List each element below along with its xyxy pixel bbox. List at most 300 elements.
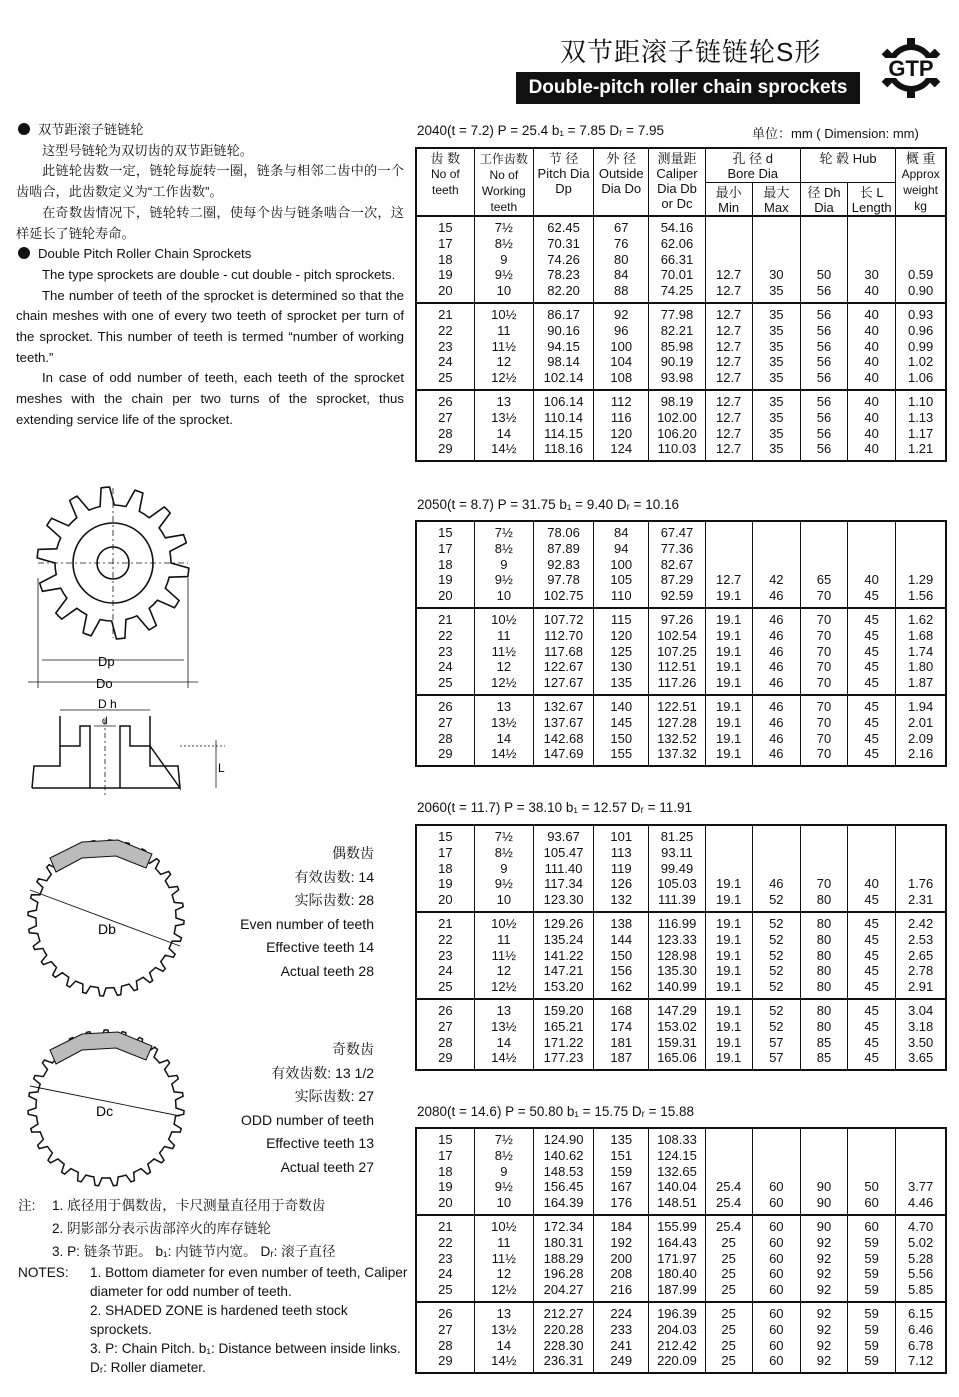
cell-value: 56 bbox=[816, 283, 832, 299]
cell-value: 22 bbox=[438, 931, 453, 947]
cell-value: 102.14 bbox=[543, 370, 584, 386]
cell-value: 0.90 bbox=[907, 283, 934, 299]
cell-value: 12 bbox=[496, 963, 512, 979]
cell-value: 142.68 bbox=[543, 730, 584, 746]
cell-value: 80 bbox=[816, 1002, 832, 1018]
cell-value: 12.7 bbox=[715, 322, 742, 338]
table-cell bbox=[896, 999, 946, 1070]
cell-value: 1.29 bbox=[907, 572, 934, 588]
cell-value: 6.78 bbox=[907, 1337, 934, 1353]
cell-value: 122.67 bbox=[543, 659, 584, 675]
cell-value: 74.26 bbox=[547, 251, 580, 267]
cell-value: 28 bbox=[438, 425, 453, 441]
cell-value: 50 bbox=[816, 267, 832, 283]
cell-value: 23 bbox=[438, 947, 453, 963]
cell-value bbox=[803, 220, 845, 236]
cell-value: 93.11 bbox=[661, 844, 693, 860]
cell-value: 2.09 bbox=[907, 730, 934, 746]
cell-value: 9½ bbox=[494, 267, 513, 283]
cell-value: 35 bbox=[769, 306, 784, 322]
table-cell bbox=[416, 303, 474, 390]
cell-value: 45 bbox=[864, 659, 879, 675]
table-cell bbox=[533, 521, 593, 608]
table-cell bbox=[649, 1302, 705, 1373]
cell-value: 29 bbox=[438, 746, 453, 762]
cell-value bbox=[803, 1164, 845, 1180]
cell-value: 59 bbox=[864, 1250, 879, 1266]
cell-value: 46 bbox=[769, 746, 784, 762]
cell-value: 80 bbox=[816, 931, 832, 947]
odd-en-effective: Effective teeth 13 bbox=[266, 1135, 374, 1151]
even-en-title: Even number of teeth bbox=[240, 915, 374, 932]
cell-value: 74.25 bbox=[660, 283, 694, 299]
cell-value: 12.7 bbox=[715, 338, 742, 354]
cell-value: 70 bbox=[816, 714, 832, 730]
cell-value: 153.02 bbox=[657, 1018, 697, 1034]
cell-value: 11 bbox=[497, 1234, 511, 1250]
cell-value: 132.65 bbox=[657, 1163, 697, 1179]
table-cell bbox=[533, 390, 593, 461]
cell-value: 52 bbox=[769, 979, 784, 995]
cell-value bbox=[898, 541, 943, 557]
cell-value: 18 bbox=[438, 860, 453, 876]
cell-value: 10½ bbox=[491, 611, 517, 627]
table-cell bbox=[533, 303, 593, 390]
table-cell bbox=[474, 1302, 533, 1373]
cell-value: 116 bbox=[610, 409, 632, 425]
table-cell bbox=[848, 216, 896, 303]
cell-value: 19 bbox=[438, 876, 453, 892]
cell-value: 110.14 bbox=[544, 409, 583, 425]
table-cell bbox=[416, 1215, 474, 1302]
table-row-group bbox=[416, 1215, 946, 1302]
cell-value: 180.31 bbox=[543, 1234, 584, 1250]
cell-value: 56 bbox=[816, 322, 832, 338]
cell-value: 177.23 bbox=[543, 1050, 584, 1066]
cell-value: 45 bbox=[864, 730, 879, 746]
col-bore: 孔 径 d Bore Dia bbox=[705, 148, 800, 182]
intro-cn-p1: 这型号链轮为双切齿的双节距链轮。 bbox=[42, 142, 253, 158]
table-cell bbox=[474, 390, 533, 461]
table-cell bbox=[705, 1128, 752, 1215]
cell-value: 25 bbox=[438, 979, 453, 995]
cell-value: 12.7 bbox=[715, 267, 742, 283]
cell-value: 141.22 bbox=[543, 947, 584, 963]
table-row-group bbox=[416, 1128, 946, 1215]
table-cell bbox=[848, 912, 896, 999]
cell-value: 140 bbox=[610, 698, 633, 714]
cell-value: 94.15 bbox=[547, 338, 580, 354]
cell-value: 92 bbox=[816, 1266, 832, 1282]
cell-value: 40 bbox=[864, 393, 879, 409]
cell-value: 92 bbox=[816, 1321, 832, 1337]
do-label: Do bbox=[96, 676, 113, 691]
table-cell bbox=[594, 1215, 649, 1302]
cell-value: 25 bbox=[721, 1305, 736, 1321]
cell-value: 35 bbox=[769, 338, 784, 354]
even-en-effective: Effective teeth 14 bbox=[266, 939, 374, 955]
cell-value: 23 bbox=[438, 338, 453, 354]
cell-value: 144 bbox=[610, 931, 633, 947]
cell-value: 156 bbox=[610, 963, 633, 979]
table-cell bbox=[416, 825, 474, 912]
cell-value: 184 bbox=[610, 1218, 633, 1234]
cell-value: 0.96 bbox=[907, 322, 934, 338]
note-cn-2: 2. 阴影部分表示齿部淬火的库存链轮 bbox=[52, 1221, 272, 1236]
cell-value: 5.56 bbox=[907, 1266, 934, 1282]
cell-value: 56 bbox=[816, 370, 832, 386]
table-cell bbox=[533, 216, 593, 303]
cell-value: 13½ bbox=[491, 1018, 517, 1034]
cell-value: 14 bbox=[496, 1034, 512, 1050]
cell-value: 45 bbox=[864, 1018, 879, 1034]
table-cell bbox=[896, 1128, 946, 1215]
cell-value: 35 bbox=[769, 370, 784, 386]
cell-value: 10½ bbox=[491, 915, 517, 931]
cell-value: 2.31 bbox=[907, 892, 934, 908]
cell-value bbox=[755, 541, 798, 557]
cell-value bbox=[898, 1148, 943, 1164]
cell-value bbox=[898, 252, 943, 268]
cell-value: 67.47 bbox=[660, 525, 694, 540]
cell-value: 132.52 bbox=[657, 730, 697, 746]
table-cell bbox=[649, 1215, 705, 1302]
cell-value bbox=[708, 236, 750, 252]
cell-value: 106.20 bbox=[657, 425, 697, 441]
col-teeth: 齿 数 No of teeth bbox=[416, 148, 474, 216]
cell-value: 25 bbox=[721, 1353, 736, 1369]
cell-value: 40 bbox=[864, 306, 879, 322]
cell-value: 100 bbox=[610, 556, 633, 572]
cell-value: 106.14 bbox=[543, 393, 584, 409]
cell-value: 46 bbox=[769, 730, 784, 746]
cell-value: 92 bbox=[816, 1234, 832, 1250]
cell-value: 12.7 bbox=[715, 393, 742, 409]
table-cell bbox=[896, 1302, 946, 1373]
table-cell bbox=[752, 912, 800, 999]
cell-value: 19.1 bbox=[715, 588, 742, 604]
table-cell bbox=[533, 825, 593, 912]
table-cell bbox=[752, 390, 800, 461]
cell-value: 12.7 bbox=[715, 354, 742, 370]
col-bore-min: 最小 Min bbox=[705, 182, 752, 216]
table-cell bbox=[705, 1302, 752, 1373]
cell-value: 116.99 bbox=[657, 915, 697, 931]
cell-value: 92.83 bbox=[547, 556, 580, 572]
cell-value: 204.27 bbox=[543, 1282, 584, 1298]
cell-value: 2.91 bbox=[907, 979, 934, 995]
cell-value: 40 bbox=[864, 283, 879, 299]
table-cell bbox=[800, 999, 847, 1070]
cell-value bbox=[708, 557, 750, 573]
cell-value: 70 bbox=[816, 643, 832, 659]
table-cell bbox=[474, 1215, 533, 1302]
cell-value: 60 bbox=[769, 1195, 784, 1211]
cell-value: 40 bbox=[864, 354, 879, 370]
cell-value: 7.12 bbox=[907, 1353, 934, 1369]
l-label: L bbox=[218, 761, 225, 775]
cell-value: 135 bbox=[610, 675, 633, 691]
col-hub-dia: 径 Dh Dia bbox=[800, 182, 847, 216]
notes-block bbox=[18, 1196, 408, 1377]
cell-value: 60 bbox=[769, 1321, 784, 1337]
table-cell bbox=[705, 1215, 752, 1302]
cell-value: 14 bbox=[496, 1337, 512, 1353]
cell-value bbox=[803, 1132, 845, 1148]
cell-value: 26 bbox=[438, 393, 453, 409]
cell-value: 126 bbox=[610, 876, 633, 892]
cell-value: 2.42 bbox=[907, 915, 934, 931]
table-cell bbox=[474, 1128, 533, 1215]
col-pitch: 节 径 Pitch Dia Dp bbox=[533, 148, 593, 216]
cell-value: 85 bbox=[816, 1034, 832, 1050]
cell-value: 13 bbox=[496, 698, 512, 714]
cell-value: 52 bbox=[769, 915, 784, 931]
table-row-group bbox=[416, 303, 946, 390]
section-title-2050: 2050(t = 8.7) P = 31.75 b₁ = 9.40 Dᵣ = 10.16 bbox=[417, 497, 679, 512]
cell-value bbox=[755, 1164, 798, 1180]
table-cell bbox=[416, 390, 474, 461]
cell-value: 28 bbox=[438, 730, 453, 746]
col-working: 工作齿数 No of Working teeth bbox=[474, 148, 533, 216]
cell-value: 56 bbox=[816, 425, 832, 441]
cell-value: 21 bbox=[438, 915, 453, 931]
cell-value: 1.62 bbox=[907, 611, 934, 627]
cell-value: 70 bbox=[816, 698, 832, 714]
cell-value: 40 bbox=[864, 322, 879, 338]
cell-value bbox=[755, 861, 798, 877]
cell-value: 45 bbox=[864, 746, 879, 762]
cell-value: 137.67 bbox=[543, 714, 584, 730]
cell-value: 80 bbox=[816, 892, 832, 908]
cell-value: 19 bbox=[438, 572, 453, 588]
cell-value: 92 bbox=[816, 1250, 832, 1266]
table-cell bbox=[800, 216, 847, 303]
cell-value bbox=[850, 557, 893, 573]
cell-value: 137.32 bbox=[657, 746, 697, 762]
cell-value: 5.28 bbox=[907, 1250, 934, 1266]
cell-value: 14½ bbox=[491, 1050, 517, 1066]
cell-value: 25 bbox=[721, 1337, 736, 1353]
table-cell bbox=[848, 521, 896, 608]
cell-value: 107.72 bbox=[543, 611, 584, 627]
cell-value bbox=[708, 845, 750, 861]
cell-value: 60 bbox=[769, 1353, 784, 1369]
cell-value: 10 bbox=[496, 588, 512, 604]
cell-value: 22 bbox=[438, 627, 453, 643]
cell-value: 11 bbox=[497, 931, 511, 947]
section-title-2040: 2040(t = 7.2) P = 25.4 b₁ = 7.85 Dᵣ = 7.95 bbox=[417, 123, 664, 138]
table-cell bbox=[752, 1128, 800, 1215]
cell-value: 12.7 bbox=[715, 425, 742, 441]
cell-value: 12.7 bbox=[715, 441, 742, 457]
cell-value: 3.50 bbox=[907, 1034, 934, 1050]
cell-value: 228.30 bbox=[543, 1337, 584, 1353]
table-cell bbox=[416, 608, 474, 695]
cell-value: 90.19 bbox=[660, 354, 694, 370]
cell-value: 40 bbox=[864, 572, 879, 588]
cell-value: 45 bbox=[864, 915, 879, 931]
table-cell bbox=[896, 303, 946, 390]
cell-value: 110 bbox=[610, 588, 632, 604]
table-cell bbox=[533, 1128, 593, 1215]
cell-value: 96 bbox=[614, 322, 629, 338]
table-cell bbox=[896, 608, 946, 695]
cell-value: 5.85 bbox=[907, 1282, 934, 1298]
spec-table-2040 bbox=[415, 147, 947, 462]
cell-value: 19.1 bbox=[715, 746, 742, 762]
cell-value: 45 bbox=[864, 675, 879, 691]
table-cell bbox=[896, 825, 946, 912]
table-row-group bbox=[416, 390, 946, 461]
cell-value: 45 bbox=[864, 1034, 879, 1050]
cell-value: 45 bbox=[864, 931, 879, 947]
table-cell bbox=[594, 390, 649, 461]
cell-value: 24 bbox=[438, 1266, 453, 1282]
cell-value: 98.19 bbox=[660, 393, 694, 409]
cell-value: 98.14 bbox=[547, 354, 580, 370]
cell-value: 3.04 bbox=[907, 1002, 934, 1018]
cell-value: 10½ bbox=[491, 1218, 517, 1234]
cell-value: 80 bbox=[614, 251, 629, 267]
cell-value: 45 bbox=[864, 588, 879, 604]
cell-value bbox=[850, 1148, 893, 1164]
table-cell bbox=[594, 608, 649, 695]
cell-value: 216 bbox=[610, 1282, 633, 1298]
col-weight: 概 重 Approx weight kg bbox=[896, 148, 946, 216]
cell-value: 156.45 bbox=[543, 1179, 584, 1195]
cell-value: 132 bbox=[610, 892, 633, 908]
cell-value: 105.47 bbox=[543, 844, 584, 860]
table-row-group bbox=[416, 695, 946, 766]
cell-value: 3.65 bbox=[907, 1050, 934, 1066]
cell-value: 1.06 bbox=[907, 370, 934, 386]
cell-value: 12½ bbox=[491, 979, 517, 995]
cell-value: 40 bbox=[864, 338, 879, 354]
cell-value: 4.70 bbox=[907, 1218, 934, 1234]
cell-value bbox=[898, 1132, 943, 1148]
cell-value: 45 bbox=[864, 627, 879, 643]
cell-value: 17 bbox=[438, 1147, 453, 1163]
cell-value: 90 bbox=[816, 1195, 832, 1211]
cell-value: 19.1 bbox=[715, 627, 742, 643]
intro-cn-p2: 此链轮齿数一定，链轮每旋转一圈，链条与相邻二齿中的一个齿啮合，此齿数定义为“工作齿数”。 bbox=[16, 163, 404, 200]
cell-value: 14 bbox=[496, 730, 512, 746]
cell-value: 24 bbox=[438, 659, 453, 675]
cell-value: 127.28 bbox=[657, 714, 697, 730]
cell-value: 18 bbox=[438, 556, 453, 572]
cell-value: 86.17 bbox=[547, 306, 580, 322]
cell-value: 2.53 bbox=[907, 931, 934, 947]
table-cell bbox=[705, 216, 752, 303]
cell-value: 164.43 bbox=[657, 1234, 697, 1250]
table-cell bbox=[752, 608, 800, 695]
cell-value: 60 bbox=[769, 1305, 784, 1321]
cell-value: 155 bbox=[610, 746, 633, 762]
cell-value: 80 bbox=[816, 947, 832, 963]
intro-cn-p3: 在奇数齿情况下，链轮转二圈，使每个齿与链条啮合一次，这样延长了链轮寿命。 bbox=[16, 204, 404, 241]
cell-value: 26 bbox=[438, 1305, 453, 1321]
table-cell bbox=[474, 695, 533, 766]
cell-value: 10 bbox=[496, 283, 512, 299]
cell-value: 101 bbox=[610, 829, 633, 844]
table-cell bbox=[848, 695, 896, 766]
cell-value: 9 bbox=[500, 251, 508, 267]
table-row-group bbox=[416, 608, 946, 695]
intro-en-p1: The type sprockets are double - cut double - pitch sprockets. bbox=[42, 266, 396, 282]
intro-en-p3: In case of odd number of teeth, each teeth of the sprocket meshes with the chain per two turns of the sprocket, thus extending service life of the sprocket. bbox=[16, 370, 404, 427]
cell-value: 187.99 bbox=[657, 1282, 697, 1298]
cell-value: 135.30 bbox=[657, 963, 697, 979]
cell-value: 13 bbox=[496, 1305, 512, 1321]
cell-value bbox=[755, 220, 798, 236]
intro-en-p2: The number of teeth of the sprocket is determined so that the chain meshes with one of every two teeth of sprocket per turn of the sprocket. This number of teeth is termed “number of working teeth.” bbox=[16, 287, 404, 365]
cell-value: 176 bbox=[610, 1195, 633, 1211]
dc-label: Dc bbox=[96, 1103, 114, 1119]
cell-value: 25 bbox=[721, 1250, 736, 1266]
cell-value: 138 bbox=[610, 915, 633, 931]
cell-value: 10½ bbox=[491, 306, 517, 322]
note-cn-3: 3. P: 链条节距。 b₁: 内链节内宽。 Dᵣ: 滚子直径 bbox=[52, 1244, 336, 1259]
cell-value: 60 bbox=[769, 1250, 784, 1266]
cell-value: 70 bbox=[816, 659, 832, 675]
table-cell bbox=[649, 521, 705, 608]
cell-value: 45 bbox=[864, 963, 879, 979]
cell-value: 11½ bbox=[491, 947, 516, 963]
table-row-group bbox=[416, 912, 946, 999]
cell-value: 50 bbox=[864, 1179, 879, 1195]
cell-value bbox=[755, 1148, 798, 1164]
odd-cn-effective: 有效齿数: 13 1/2 bbox=[271, 1064, 374, 1081]
cell-value bbox=[803, 236, 845, 252]
cell-value: 151 bbox=[610, 1147, 633, 1163]
cell-value bbox=[898, 220, 943, 236]
cell-value: 60 bbox=[769, 1337, 784, 1353]
cell-value: 135.24 bbox=[543, 931, 584, 947]
table-cell bbox=[752, 1302, 800, 1373]
cell-value: 62.45 bbox=[547, 220, 580, 235]
cell-value: 35 bbox=[769, 393, 784, 409]
cell-value: 200 bbox=[610, 1250, 633, 1266]
cell-value: 94 bbox=[614, 540, 629, 556]
cell-value: 9½ bbox=[494, 876, 513, 892]
cell-value: 29 bbox=[438, 441, 453, 457]
section-title-2060: 2060(t = 11.7) P = 38.10 b₁ = 12.57 Dᵣ = 11.91 bbox=[417, 800, 692, 815]
notes-en-label: NOTES: bbox=[18, 1265, 69, 1280]
cell-value: 25.4 bbox=[715, 1195, 742, 1211]
table-cell bbox=[594, 912, 649, 999]
cell-value: 80 bbox=[816, 963, 832, 979]
cell-value: 99.49 bbox=[660, 860, 694, 876]
section-title-2080: 2080(t = 14.6) P = 50.80 b₁ = 15.75 Dᵣ = 15.88 bbox=[417, 1104, 695, 1119]
cell-value: 70 bbox=[816, 627, 832, 643]
cell-value: 25.4 bbox=[715, 1179, 742, 1195]
cell-value: 111.40 bbox=[544, 860, 583, 876]
cell-value: 70.01 bbox=[660, 267, 694, 283]
cell-value: 62.06 bbox=[660, 235, 694, 251]
cell-value: 19 bbox=[438, 1179, 453, 1195]
cell-value: 18 bbox=[438, 1163, 453, 1179]
cell-value: 113 bbox=[610, 844, 632, 860]
col-outside: 外 径 Outside Dia Do bbox=[594, 148, 649, 216]
cell-value: 90 bbox=[816, 1218, 832, 1234]
cell-value: 76 bbox=[614, 235, 629, 251]
cell-value: 82.67 bbox=[660, 556, 694, 572]
table-row-group bbox=[416, 999, 946, 1070]
cell-value: 147.69 bbox=[543, 746, 584, 762]
cell-value: 45 bbox=[864, 714, 879, 730]
cell-value bbox=[850, 525, 893, 541]
